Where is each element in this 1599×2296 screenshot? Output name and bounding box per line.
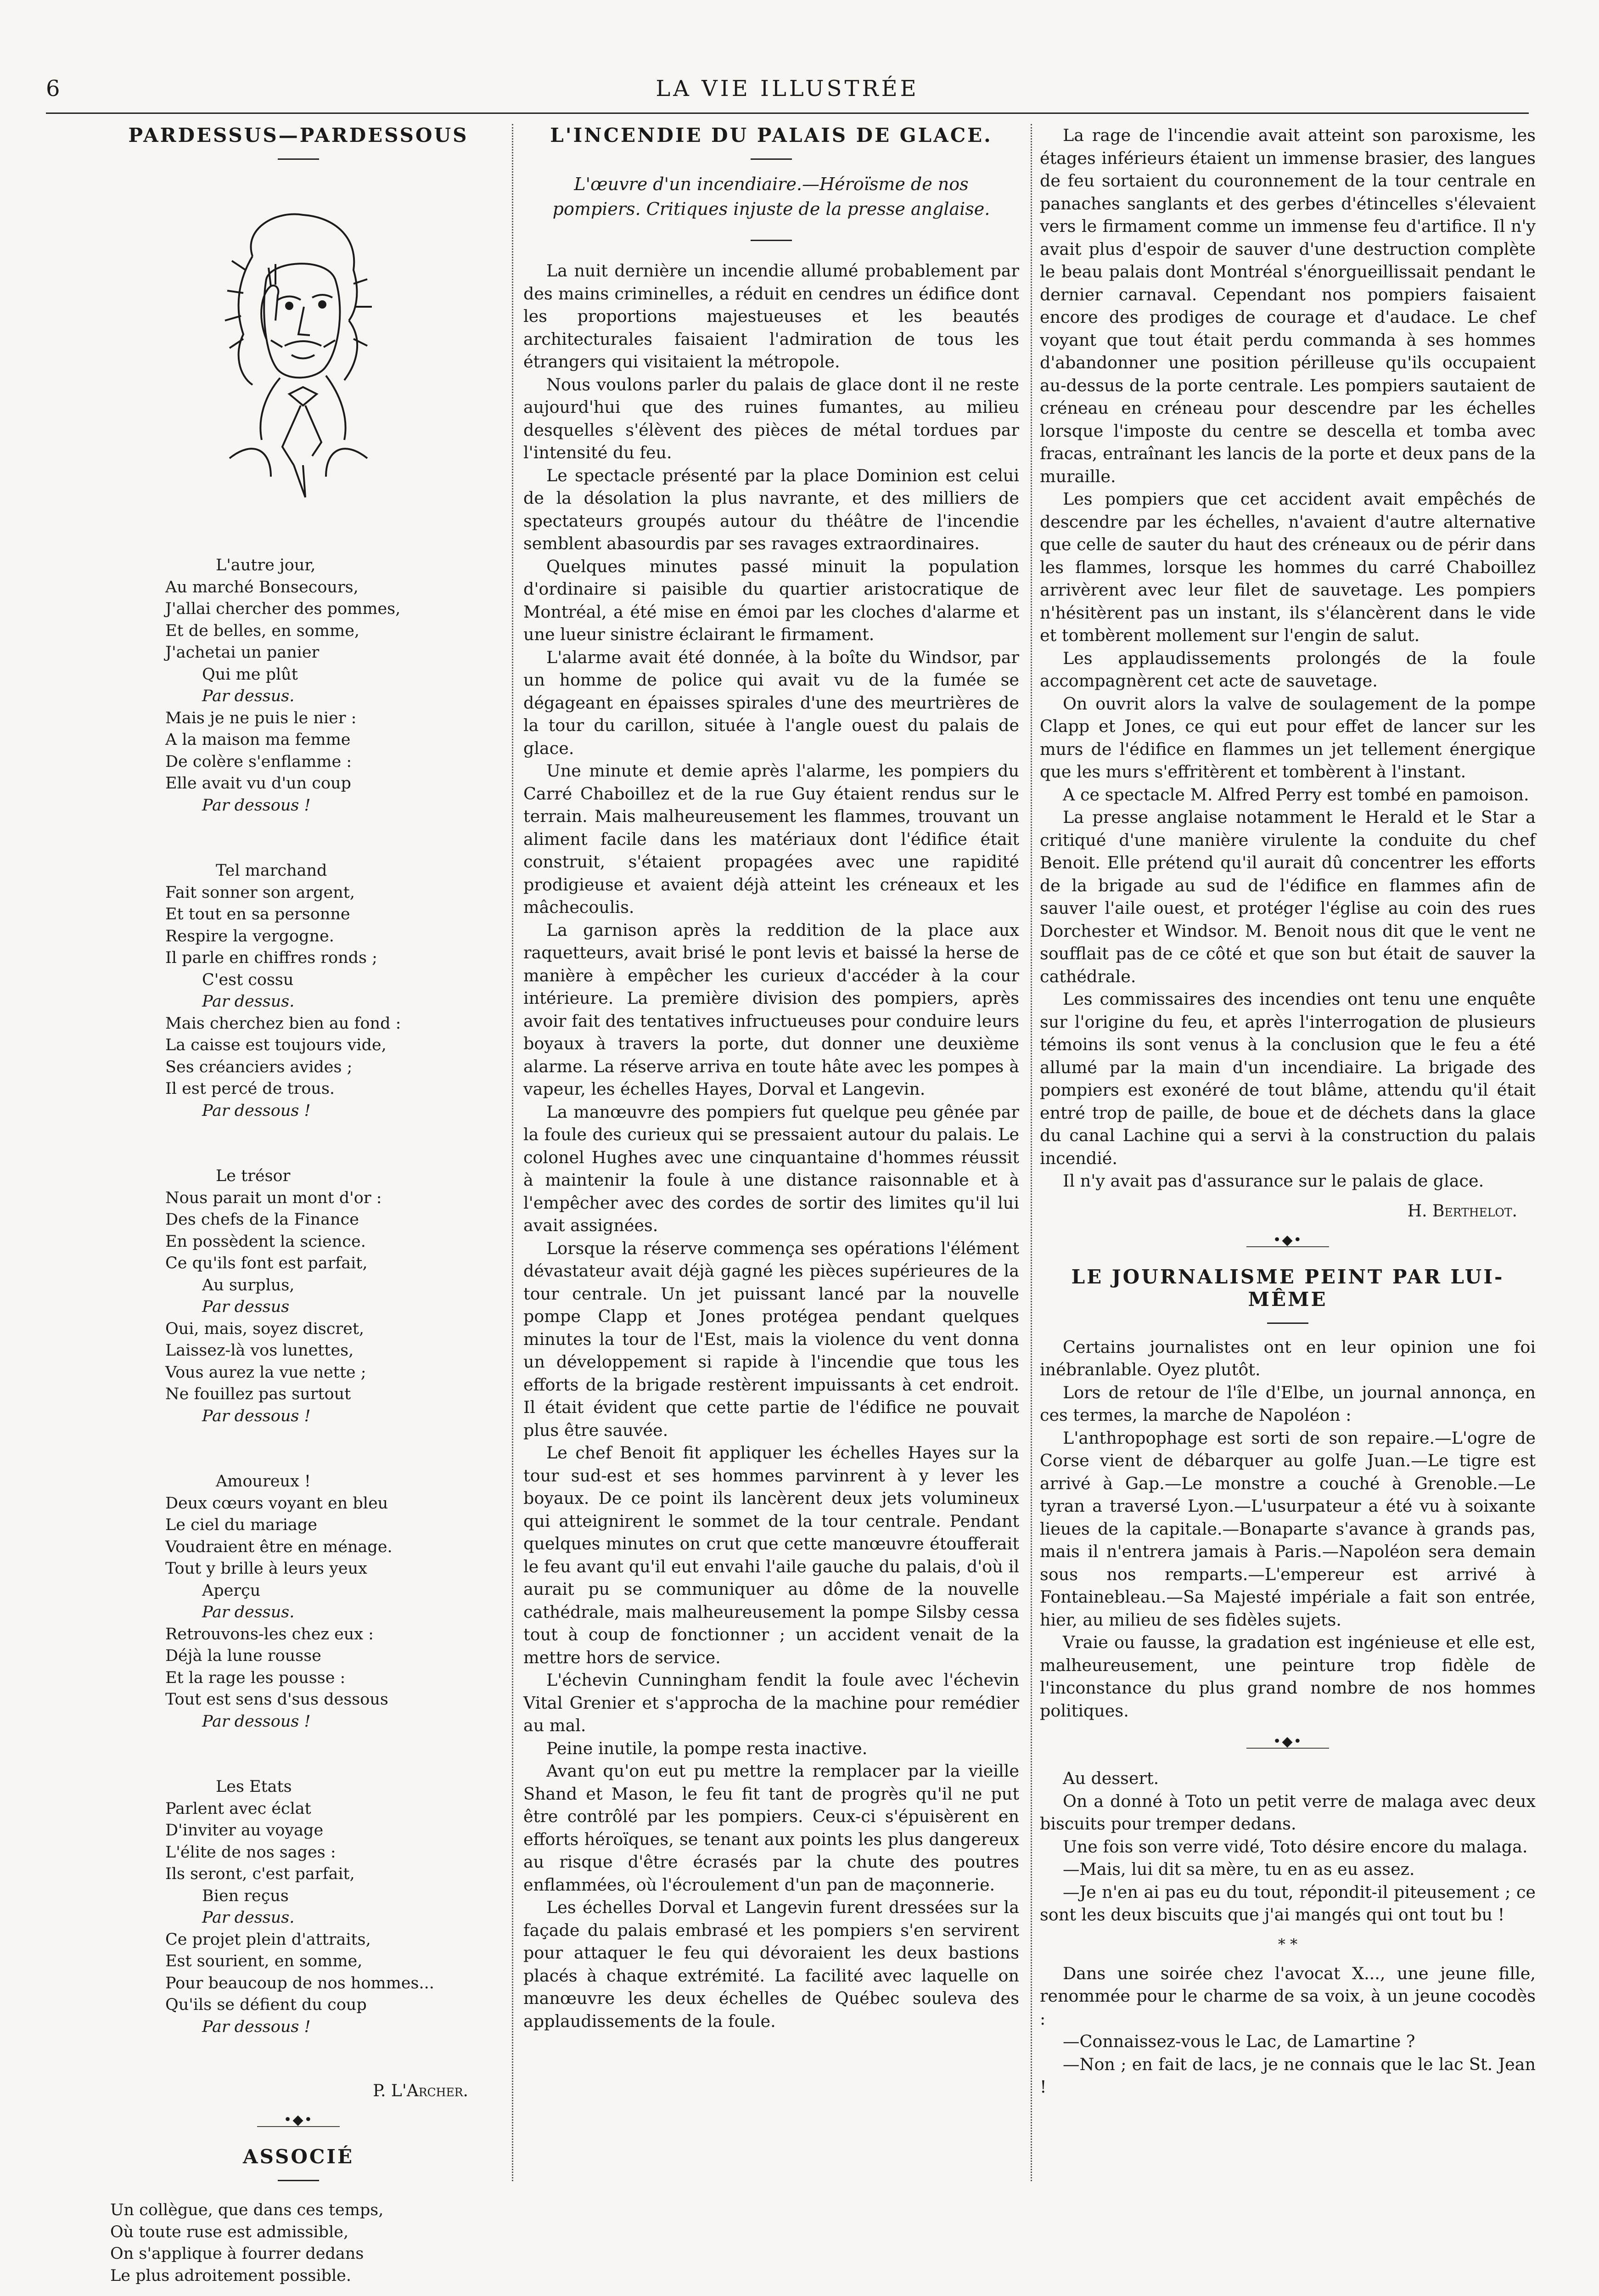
anecdote-paragraph: —Je n'en ai pas eu du tout, répondit-il piteusement ; ce sont les deux biscuits que j'ai mangés qui ont tout bu !	[1040, 1882, 1536, 1925]
poem-line: Qu'ils se défient du coup	[165, 1996, 367, 2014]
article-paragraph: La rage de l'incendie avait atteint son paroxisme, les étages inférieurs étaient un immense brasier, des langues de feu sortaient du couronnement de la tour centrale en panaches sanglants et des gerbes d'étincelles s'élevaient vers le firmament comme un immense feu d'artifice. Il n'y avait plus d'espoir de sauver d'une destruction complète le beau palais dont Montréal s'énorgueillissait pendant le dernier carnaval. Cependant nos pompiers faisaient encore des prodiges de courage et d'audace. Le chef voyant que tout était perdu commanda à ses hommes d'abandonner une position périlleuse qu'ils occupaient au-dessus de la porte centrale. Les pompiers sautaient de créneau en créneau pour descendre par les échelles lorsque l'imposte du centre se descella et tomba avec fracas, entraînant les lancis de la porte et deux pans de la muraille.	[1040, 125, 1536, 486]
poem-line: Par dessous !	[202, 2017, 311, 2036]
article-subtitle: L'œuvre d'un incendiaire.—Héroïsme de nos pompiers. Critiques injuste de la presse anglaise.	[552, 174, 990, 219]
anecdote-paragraph: Dans une soirée chez l'avocat X..., une jeune fille, renommée pour le charme de sa voix, à un jeune cocodès :	[1040, 1963, 1536, 2029]
column-divider	[512, 124, 513, 2181]
title-rule	[278, 158, 319, 160]
poem-line: Par dessous !	[202, 1407, 311, 1425]
title-rule	[1267, 1322, 1308, 1324]
title-rule	[751, 240, 792, 241]
poem-line: Parlent avec éclat	[165, 1799, 311, 1818]
article-paragraph: Les pompiers que cet accident avait empêchés de descendre par les échelles, n'avaient d'autre alternative que celle de sauter du haut des créneaux ou de périr dans les flammes, lorsque les hommes du carré Chaboillez arrivèrent avec leur filet de sauvetage. Les pompiers n'hésitèrent pas un instant, ils s'élancèrent dans le vide et tombèrent mollement sur l'engin de salut.	[1040, 489, 1536, 645]
poem-line: Par dessus.	[202, 992, 295, 1011]
article-paragraph: La nuit dernière un incendie allumé probablement par des mains criminelles, a réduit en cendres un édifice dont les proportions majestueuses et les beautés architecturales faisaient l'admiration de tous les étrangers qui visitaient la métropole.	[523, 261, 1019, 371]
anecdote-paragraph: —Mais, lui dit sa mère, tu en as eu assez.	[1063, 1859, 1415, 1879]
article-paragraph: Peine inutile, la pompe resta inactive.	[546, 1738, 868, 1758]
poem-line: C'est cossu	[202, 970, 294, 989]
poem-line: Par dessus.	[202, 687, 295, 705]
poem-line: En possèdent la science.	[165, 1232, 366, 1251]
poem-line: Et de belles, en somme,	[165, 621, 360, 640]
poem-line: Ce projet plein d'attraits,	[165, 1930, 371, 1949]
poem-line: Le trésor	[216, 1167, 291, 1185]
title-rule	[278, 2180, 319, 2181]
poem-line: Par dessous !	[202, 796, 311, 815]
poem-line: Où toute ruse est admissible,	[110, 2223, 349, 2241]
poem-line: Le ciel du mariage	[165, 1516, 317, 1534]
poem-line: Voudraient être en ménage.	[165, 1537, 393, 1556]
poem-line: Par dessus.	[202, 1603, 295, 1621]
poem-signature: P. L'Archer.	[373, 2082, 468, 2100]
poem-title: ASSOCIÉ	[243, 2145, 354, 2168]
column-divider	[1031, 124, 1032, 2181]
poem-line: Un collègue, que dans ces temps,	[110, 2201, 384, 2219]
poem-stanza	[165, 1165, 487, 1427]
poem-line: Mais cherchez bien au fond :	[165, 1014, 401, 1033]
poem-line: Oui, mais, soyez discret,	[165, 1319, 365, 1338]
poem-line: Les Etats	[216, 1778, 292, 1796]
poem-line: Respire la vergogne.	[165, 927, 334, 945]
poem-line: Déjà la lune rousse	[165, 1647, 321, 1665]
poem-line: A la maison ma femme	[165, 731, 351, 749]
poem-title: PARDESSUS—PARDESSOUS	[128, 124, 469, 146]
poem-line: La caisse est toujours vide,	[165, 1036, 387, 1054]
poem-line: Et tout en sa personne	[165, 905, 350, 923]
journal-title: LA VIE ILLUSTRÉE	[656, 76, 919, 101]
anecdote-paragraph: —Connaissez-vous le Lac, de Lamartine ?	[1063, 2032, 1415, 2051]
poem-stanza	[110, 2200, 487, 2287]
column-articles	[1040, 124, 1536, 2186]
poem-line: Nous parait un mont d'or :	[165, 1188, 382, 1207]
column-article-fire	[523, 124, 1019, 2186]
ornament-separator: •◆•	[257, 2119, 340, 2127]
article-paragraph: Lors de retour de l'île d'Elbe, un journal annonça, en ces termes, la marche de Napoléon :	[1040, 1382, 1536, 1425]
poem-line: Bien reçus	[202, 1886, 289, 1905]
article-paragraph: Quelques minutes passé minuit la population d'ordinaire si paisible du quartier aristocratique de Montréal, a été mise en émoi par les cloches d'alarme et une lueur sinistre éclairant le firmament.	[523, 556, 1019, 644]
anecdote-paragraph: On a donné à Toto un petit verre de malaga avec deux biscuits pour tremper dedans.	[1040, 1791, 1536, 1834]
poem-line: Le plus adroitement possible.	[110, 2266, 352, 2285]
article-paragraph: Les commissaires des incendies ont tenu une enquête sur l'origine du feu, et après l'interrogation de plusieurs témoins ils sont venus à la conclusion que le feu a été allumé par la main d'un incendiaire. La brigade des pompiers est exonéré de tout blâme, attendu qu'il était entré trop de paille, de boue et de déchets dans la glace du canal Lachine qui a servi à la construction du palais incendié.	[1040, 989, 1536, 1168]
poem-line: Ce qu'ils font est parfait,	[165, 1254, 368, 1272]
ornament-separator: •◆•	[1246, 1740, 1329, 1749]
poem-line: Laissez-là vos lunettes,	[165, 1341, 354, 1360]
anecdote-paragraph: —Non ; en fait de lacs, je ne connais que le lac St. Jean !	[1040, 2054, 1536, 2097]
poem-line: Aperçu	[202, 1581, 261, 1600]
poem-stanza	[165, 860, 487, 1122]
poem-line: Fait sonner son argent,	[165, 883, 355, 902]
poem-line: Au surplus,	[202, 1276, 295, 1294]
poem-line: Par dessous !	[202, 1101, 311, 1120]
title-rule	[751, 158, 792, 160]
article-paragraph: L'échevin Cunningham fendit la foule avec l'échevin Vital Grenier et s'approcha de la machine pour remédier au mal.	[523, 1670, 1019, 1735]
article-paragraph: Il n'y avait pas d'assurance sur le palais de glace.	[1063, 1171, 1484, 1191]
asterism: * *	[1278, 1935, 1298, 1953]
article-paragraph: Certains journalistes ont en leur opinion une foi inébranlable. Oyez plutôt.	[1040, 1337, 1536, 1379]
article-paragraph: La garnison après la reddition de la place aux raquetteurs, avait brisé le pont levis et baissé la herse de manière à empêcher les curieux d'accéder à la cour intérieure. La première division des pompiers, après avoir fait des tentatives infructueuses pour conduire leurs boyaux à travers la porte, dut donner une deuxième alarme. La réserve arriva en toute hâte avec les pompes à vapeur, les échelles Hayes, Dorval et Langevin.	[523, 920, 1019, 1099]
poem-line: Par dessus.	[202, 1908, 295, 1927]
article-paragraph: Les échelles Dorval et Langevin furent dressées sur la façade du palais embrasé et les pompiers s'en servirent pour attaquer le feu qui dévoraient les deux bastions placés à chaque extrémité. La facilité avec laquelle on manœuvre les deux échelles de Québec souleva des applaudissements de la foule.	[523, 1897, 1019, 2031]
poem-line: L'autre jour,	[216, 556, 316, 574]
poem-stanza	[165, 1776, 487, 2038]
poem-line: Des chefs de la Finance	[165, 1210, 359, 1229]
poem-line: Elle avait vu d'un coup	[165, 774, 351, 793]
article-paragraph: Les applaudissements prolongés de la foule accompagnèrent cet acte de sauvetage.	[1040, 648, 1536, 691]
poem-line: L'élite de nos sages :	[165, 1843, 336, 1862]
poem-stanza	[165, 1471, 487, 1733]
poem-line: Tel marchand	[216, 861, 327, 880]
article-paragraph: Avant qu'on eut pu mettre la remplacer par la vieille Shand et Mason, le feu fit tant de progrès qu'il ne put être contrôlé par les pompiers. Ceux-ci s'épuisèrent en efforts héroïques, se tenant aux points les plus dangereux au risque d'être écrasés par la chute des poutres enflammées, où l'écroulement d'un pan de maçonnerie.	[523, 1761, 1019, 1895]
column-poems	[110, 124, 487, 2285]
poem-line: Par dessus	[202, 1298, 290, 1316]
article-paragraph: La presse anglaise notamment le Herald et le Star a critiqué d'une manière virulente la conduite du chef Benoit. Elle prétend qu'il aurait dû concentrer les efforts de la brigade au sud de l'édifice en flammes afin de sauver l'aile ouest, et protéger l'église au coin des rues Dorchester et Windsor. M. Benoit nous dit que le vent ne soufflait pas de ce côté et que son but était de sauver la cathédrale.	[1040, 807, 1536, 986]
article-title: L'INCENDIE DU PALAIS DE GLACE.	[550, 124, 993, 146]
article-paragraph: Vraie ou fausse, la gradation est ingénieuse et elle est, malheureusement, une peinture trop fidèle de l'inconstance du plus grand nombre de nos hommes politiques.	[1040, 1632, 1536, 1721]
poem-line: Amoureux !	[216, 1472, 311, 1491]
poem-line: J'allai chercher des pommes,	[165, 600, 401, 618]
poem-line: Qui me plût	[202, 665, 298, 684]
page-header	[46, 76, 1529, 114]
article-signature: H. Berthelot.	[1407, 1201, 1517, 1221]
poem-line: Il est percé de trous.	[165, 1080, 335, 1098]
ornament-separator: •◆•	[1246, 1239, 1329, 1247]
poem-line: De colère s'enflamme :	[165, 752, 352, 771]
page-number: 6	[46, 76, 60, 101]
poem-line: On s'applique à fourrer dedans	[110, 2245, 364, 2263]
poem-line: J'achetai un panier	[165, 643, 320, 662]
poem-line: Deux cœurs voyant en bleu	[165, 1494, 388, 1513]
article-paragraph: Nous voulons parler du palais de glace dont il ne reste aujourd'hui que des ruines fumantes, au milieu desquelles s'élèvent des pièces de métal tordues par l'intensité du feu.	[523, 374, 1019, 462]
poem-line: Tout est sens d'sus dessous	[165, 1690, 388, 1709]
poem-line: Par dessous !	[202, 1712, 311, 1731]
poem-line: Ne fouillez pas surtout	[165, 1385, 351, 1403]
article-title: LE JOURNALISME PEINT PAR LUI-MÊME	[1071, 1265, 1504, 1311]
anecdote-paragraph: Au dessert.	[1063, 1768, 1159, 1788]
article-paragraph: On ouvrit alors la valve de soulagement de la pompe Clapp et Jones, ce qui eut pour effet de lancer sur les murs de l'édifice en flammes un jet tellement énergique que les murs s'effritèrent et tombèrent à l'instant.	[1040, 693, 1536, 782]
poem-line: Est sourient, en somme,	[165, 1952, 363, 1970]
poem-line: Retrouvons-les chez eux :	[165, 1625, 374, 1643]
poem-line: Au marché Bonsecours,	[165, 578, 359, 597]
poem-line: Mais je ne puis le nier :	[165, 709, 357, 727]
article-paragraph: Le spectacle présenté par la place Dominion est celui de la désolation la plus navrante, et des milliers de spectateurs groupés autour du théâtre de l'incendie semblent abasourdis par ses ravages extraordinaires.	[523, 465, 1019, 553]
poem-line: Ils seront, c'est parfait,	[165, 1865, 355, 1883]
poem-line: D'inviter au voyage	[165, 1821, 324, 1840]
poem-line: Il parle en chiffres ronds ;	[165, 949, 377, 967]
article-paragraph: A ce spectacle M. Alfred Perry est tombé en pamoison.	[1063, 784, 1529, 805]
caricature-illustration	[202, 201, 395, 532]
poem-stanza	[165, 555, 487, 816]
article-paragraph: Le chef Benoit fit appliquer les échelles Hayes sur la tour sud-est et ses hommes parvinrent à y lever les boyaux. De ce point ils lancèrent deux jets volumineux qui atteignirent le sommet de la tour centrale. Pendant quelques minutes on crut que cette manœuvre étoufferait le feu avant qu'il eut envahi l'aile gauche du palais, d'où il aurait pu se communiquer au dôme de la nouvelle cathédrale, mais malheureusement la pompe Silsby cessa tout à coup de fonctionner ; un accident venait de la mettre hors de service.	[523, 1443, 1019, 1667]
article-paragraph: Lorsque la réserve commença ses opérations l'élément dévastateur avait déjà gagné les pièces supérieures de la tour centrale. Un jet puissant lancé par la nouvelle pompe Clapp et Jones protégea pendant quelques minutes la tour de l'Est, mais la violence du vent donna un développement si rapide à l'incendie que tous les efforts de la brigade restèrent impuissants à cet endroit. Il était évident que cette partie de l'édifice ne pouvait plus être sauvée.	[523, 1238, 1019, 1440]
poem-line: Pour beaucoup de nos hommes...	[165, 1974, 434, 1992]
anecdote-paragraph: Une fois son verre vidé, Toto désire encore du malaga.	[1063, 1836, 1528, 1857]
article-paragraph: La manœuvre des pompiers fut quelque peu gênée par la foule des curieux qui se pressaient autour du palais. Le colonel Hughes avec une cinquantaine d'hommes réussit à maintenir la foule à une distance raisonnable et à l'empêcher avec des cordes de sortir des limites qu'il lui avait assignées.	[523, 1102, 1019, 1235]
poem-line: Tout y brille à leurs yeux	[165, 1559, 367, 1578]
poem-line: Et la rage les pousse :	[165, 1668, 346, 1687]
poem-line: Ses créanciers avides ;	[165, 1058, 353, 1076]
poem-line: Vous aurez la vue nette ;	[165, 1363, 366, 1382]
article-paragraph: Une minute et demie après l'alarme, les pompiers du Carré Chaboillez et de la rue Guy étaient rendus sur le terrain. Mais malheureusement les flammes, trouvant un aliment facile dans les matériaux dont l'édifice était construit, s'étaient propagées avec une rapidité prodigieuse et avaient déjà atteint les créneaux et les mâchecoulis.	[523, 761, 1019, 917]
article-paragraph: L'alarme avait été donnée, à la boîte du Windsor, par un homme de police qui avait vu de la fumée se dégageant en épaisses spirales d'une des meurtrières de la tour du carillon, située à l'angle ouest du palais de glace.	[523, 647, 1019, 758]
article-paragraph: L'anthropophage est sorti de son repaire.—L'ogre de Corse vient de débarquer au golfe Juan.—Le tigre est arrivé à Gap.—Le monstre a couché à Grenoble.—Le tyran a traversé Lyon.—L'usurpateur a été vu à soixante lieues de la capitale.—Bonaparte s'avance à grands pas, mais il n'entrera jamais à Paris.—Napoléon sera demain sous nos remparts.—L'empereur est arrivé à Fontainebleau.—Sa Majesté impériale a fait son entrée, hier, au milieu de ses fidèles sujets.	[1040, 1428, 1536, 1630]
